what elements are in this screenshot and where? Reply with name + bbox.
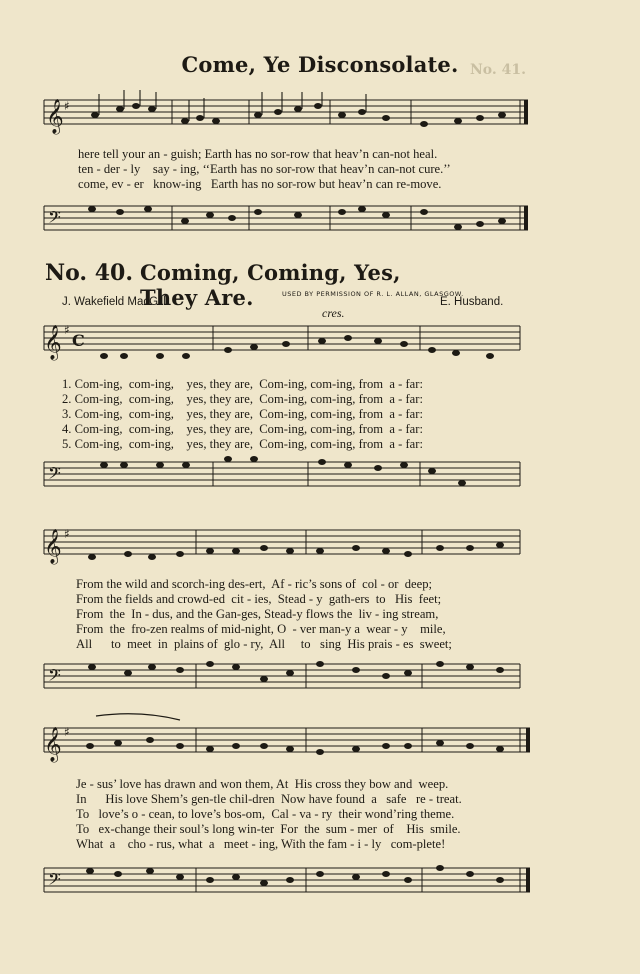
hymn1-verse-2: ten - der - ly say - ing, ‘‘Earth has no sor-row that heav’n can-not cure.’’ bbox=[78, 162, 451, 176]
svg-text:♯: ♯ bbox=[64, 99, 70, 113]
system1-treble-staff bbox=[0, 312, 640, 380]
system1-verse-2: 2. Com-ing, com-ing, yes, they are, Com-ing, com-ing, from a - far: bbox=[62, 392, 423, 406]
system3-treble-staff bbox=[0, 712, 640, 774]
hymn1-title: Come, Ye Disconsolate. bbox=[181, 52, 459, 77]
system2-verse-2: From the fields and crowd-ed cit - ies, Stead - y gath-ers to His feet; bbox=[76, 592, 442, 606]
hymn2-words-by: J. Wakefield MacGill. bbox=[62, 296, 169, 308]
faded-page-number: No. 41. bbox=[470, 62, 526, 78]
svg-text:𝄞: 𝄞 bbox=[44, 727, 62, 762]
svg-text:𝄢: 𝄢 bbox=[48, 207, 61, 231]
dynamic-marking: cres. bbox=[322, 306, 345, 320]
system1-bass-staff bbox=[0, 450, 640, 500]
system1-verse-3: 3. Com-ing, com-ing, yes, they are, Com-ing, com-ing, from a - far: bbox=[62, 407, 423, 421]
system1-verse-1: 1. Com-ing, com-ing, yes, they are, Com-ing, com-ing, from a - far: bbox=[62, 377, 423, 391]
svg-text:𝄞: 𝄞 bbox=[44, 529, 62, 564]
hymn1-verse-1: here tell your an - guish; Earth has no sor-row that heav’n can-not heal. bbox=[78, 147, 438, 161]
svg-text:𝄢: 𝄢 bbox=[48, 463, 61, 487]
svg-text:𝄢: 𝄢 bbox=[48, 869, 61, 893]
svg-text:♯: ♯ bbox=[64, 323, 70, 337]
svg-text:𝄢: 𝄢 bbox=[48, 665, 61, 689]
svg-text:♯: ♯ bbox=[64, 725, 70, 739]
system2-verse-3: From the In - dus, and the Gan-ges, Stead-y flows the liv - ing stream, bbox=[76, 607, 439, 621]
system3-verse-3: To love’s o - cean, to love’s bos-om, Cal - va - ry their wond’ring theme. bbox=[76, 807, 455, 821]
system1-verse-5: 5. Com-ing, com-ing, yes, they are, Com-ing, com-ing, from a - far: bbox=[62, 437, 423, 451]
hymn1-treble-staff bbox=[0, 88, 640, 148]
system2-bass-staff bbox=[0, 652, 640, 702]
system2-treble-staff bbox=[0, 518, 640, 576]
hymn1-bass-staff bbox=[0, 190, 640, 250]
hymn1-verse-3: come, ev - er know-ing Earth has no sor-row but heav’n can re-move. bbox=[78, 177, 442, 191]
svg-text:𝄞: 𝄞 bbox=[44, 325, 62, 360]
system3-bass-staff bbox=[0, 856, 640, 906]
svg-text:C: C bbox=[72, 331, 85, 350]
svg-text:♯: ♯ bbox=[64, 527, 70, 541]
hymn2-title: Coming, Coming, Yes, They Are. bbox=[140, 260, 401, 310]
system1-verse-4: 4. Com-ing, com-ing, yes, they are, Com-ing, com-ing, from a - far: bbox=[62, 422, 423, 436]
hymn2-music-by: E. Husband. bbox=[440, 296, 504, 308]
system2-verse-5: All to meet in plains of glo - ry, All to sing His prais - es sweet; bbox=[76, 637, 452, 651]
system3-verse-5: What a cho - rus, what a meet - ing, With the fam - i - ly com-plete! bbox=[76, 837, 446, 851]
system3-verse-1: Je - sus’ love has drawn and won them, At His cross they bow and weep. bbox=[76, 777, 449, 791]
svg-text:𝄞: 𝄞 bbox=[46, 99, 64, 134]
system3-verse-2: In His love Shem’s gen-tle chil-dren Now have found a safe re - treat. bbox=[76, 792, 462, 806]
hymn2-number: No. 40. bbox=[45, 260, 133, 286]
system2-verse-4: From the fro-zen realms of mid-night, O - ver man-y a wear - y mile, bbox=[76, 622, 446, 636]
system3-verse-4: To ex-change their soul’s long win-ter For the sum - mer of His smile. bbox=[76, 822, 461, 836]
system2-verse-1: From the wild and scorch-ing des-ert, Af - ric’s sons of col - or deep; bbox=[76, 577, 433, 591]
hymn2-permission: USED BY PERMISSION OF R. L. ALLAN, GLASGOW. bbox=[282, 290, 464, 298]
